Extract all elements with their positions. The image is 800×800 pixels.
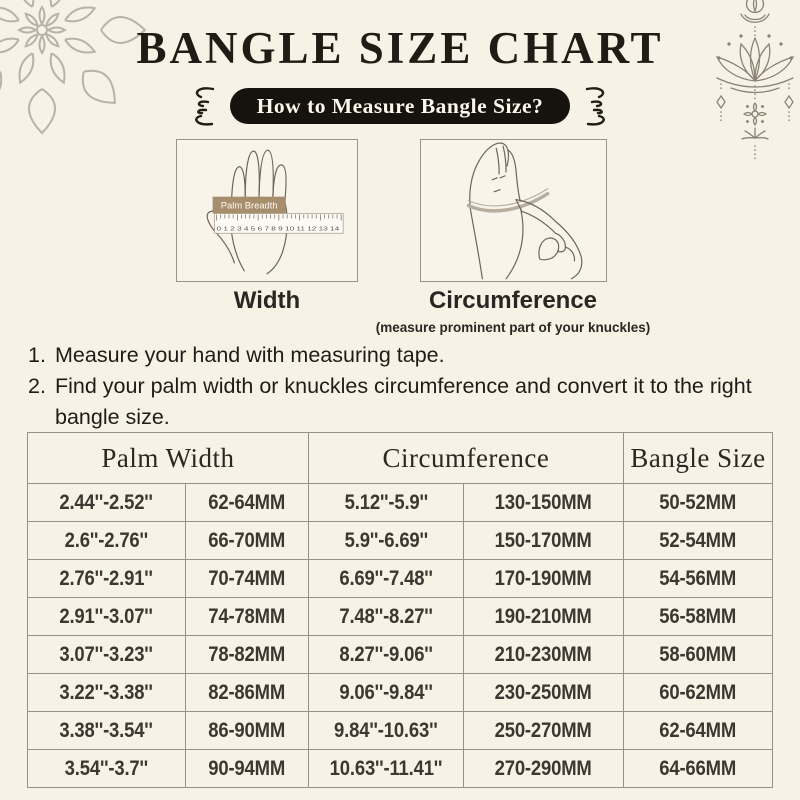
width-caption (176, 288, 358, 314)
col-header-circumference: Circumference (308, 433, 623, 484)
palm-mm: 66-70MM (208, 528, 286, 552)
circ-inches: 10.63''-11.41'' (329, 756, 443, 780)
col-header-palm-width: Palm Width (28, 433, 309, 484)
table-row (28, 598, 773, 636)
size-chart-table (27, 432, 773, 788)
instruction-2-text: Find your palm width or knuckles circumference and convert it to the right bangle size. (55, 374, 752, 429)
bangle-size: 58-60MM (659, 642, 737, 666)
palm-inches: 2.91''-3.07'' (59, 604, 154, 628)
palm-inches: 3.22''-3.38'' (59, 680, 154, 704)
palm-inches: 2.76''-2.91'' (59, 566, 154, 590)
instruction-2-number: 2. (28, 374, 46, 398)
page-title: BANGLE SIZE CHART (136, 23, 664, 73)
instructions (28, 340, 754, 433)
circ-inches: 9.06''-9.84'' (339, 680, 433, 704)
bangle-size: 60-62MM (659, 680, 737, 704)
circ-inches: 8.27''-9.06'' (339, 642, 433, 666)
table-row (28, 484, 773, 522)
palm-inches: 2.6''-2.76'' (64, 528, 149, 552)
table-row (28, 560, 773, 598)
circ-mm: 170-190MM (494, 566, 592, 590)
circ-inches: 9.84''-10.63'' (334, 718, 438, 742)
table-row (28, 712, 773, 750)
circ-mm: 130-150MM (494, 490, 592, 514)
measure-pill-button[interactable]: How to Measure Bangle Size? (230, 88, 571, 124)
palm-inches: 3.54''-3.7'' (64, 756, 149, 780)
palm-mm: 62-64MM (208, 490, 286, 514)
circumference-note: (measure prominent part of your knuckles) (375, 320, 651, 335)
palm-mm: 70-74MM (208, 566, 286, 590)
hand-width-illustration (176, 139, 358, 282)
bangle-size: 54-56MM (659, 566, 737, 590)
bangle-size: 62-64MM (659, 718, 737, 742)
bangle-size: 64-66MM (659, 756, 737, 780)
table-row (28, 522, 773, 560)
table-row (28, 674, 773, 712)
table-header-row (28, 433, 773, 484)
instruction-1 (28, 340, 754, 371)
flourish-left-icon (187, 85, 217, 127)
circ-mm: 210-230MM (494, 642, 592, 666)
circ-mm: 250-270MM (494, 718, 592, 742)
bangle-size: 56-58MM (659, 604, 737, 628)
instruction-1-number: 1. (28, 343, 46, 367)
palm-mm: 82-86MM (208, 680, 286, 704)
table-row (28, 636, 773, 674)
palm-inches: 2.44''-2.52'' (59, 490, 154, 514)
col-header-bangle-size: Bangle Size (623, 433, 772, 484)
palm-inches: 3.07''-3.23'' (59, 642, 154, 666)
palm-mm: 86-90MM (208, 718, 286, 742)
circumference-label: Circumference (428, 287, 598, 314)
bangle-size: 52-54MM (659, 528, 737, 552)
table-row (28, 750, 773, 788)
circ-mm: 150-170MM (494, 528, 592, 552)
circ-inches: 6.69''-7.48'' (339, 566, 433, 590)
circ-mm: 270-290MM (494, 756, 592, 780)
instruction-2 (28, 371, 754, 433)
circ-inches: 5.12''-5.9'' (344, 490, 428, 514)
palm-mm: 78-82MM (208, 642, 286, 666)
hand-circumference-illustration (420, 139, 607, 282)
palm-breadth-label: Palm Breadth (220, 199, 278, 211)
bangle-size: 50-52MM (659, 490, 737, 514)
ruler-numbers: 0 1 2 3 4 5 6 7 8 9 10 11 12 13 14 (216, 226, 340, 233)
circumference-caption (363, 288, 663, 341)
circ-inches: 5.9''-6.69'' (344, 528, 428, 552)
flourish-right-icon (583, 85, 613, 127)
palm-mm: 90-94MM (208, 756, 286, 780)
palm-inches: 3.38''-3.54'' (59, 718, 154, 742)
instruction-1-text: Measure your hand with measuring tape. (55, 343, 445, 367)
palm-mm: 74-78MM (208, 604, 286, 628)
pill-row (0, 85, 800, 127)
circ-mm: 230-250MM (494, 680, 592, 704)
circ-mm: 190-210MM (494, 604, 592, 628)
circ-inches: 7.48''-8.27'' (339, 604, 433, 628)
width-label: Width (233, 287, 301, 314)
